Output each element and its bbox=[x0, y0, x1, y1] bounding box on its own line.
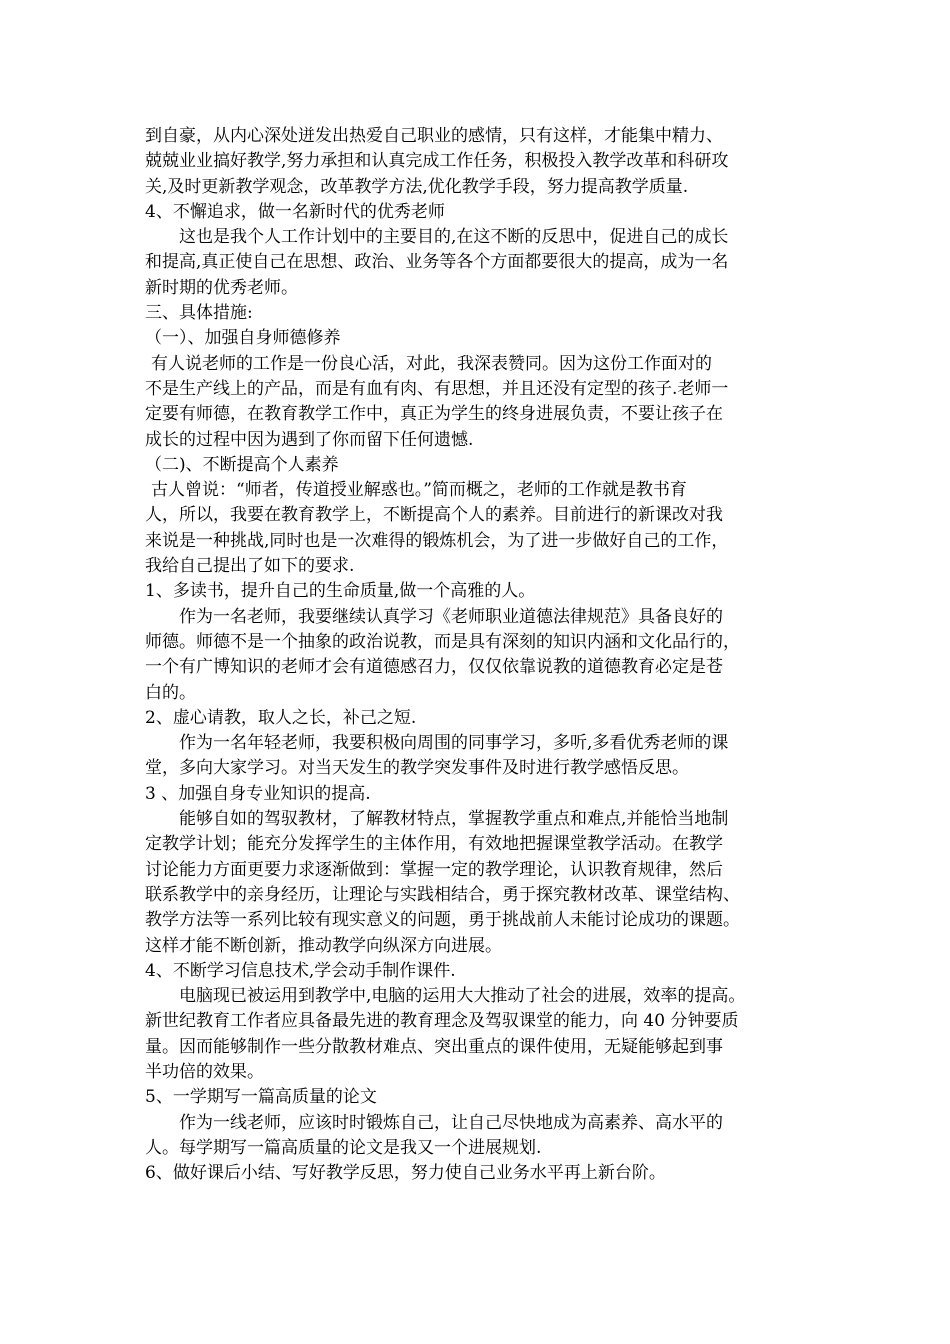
text-line: 古人曾说：“师者，传道授业解惑也。”简而概之，老师的工作就是教书育 bbox=[151, 480, 687, 501]
text-line: 量。因而能够制作一些分散教材难点、突出重点的课件使用，无疑能够起到事 bbox=[145, 1036, 723, 1057]
text-line: 电脑现已被运用到教学中,电脑的运用大大推动了社会的进展，效率的提高。 bbox=[179, 986, 746, 1007]
text-line: 4、不懈追求，做一名新时代的优秀老师 bbox=[145, 201, 445, 222]
text-line: 作为一线老师，应该时时锻炼自己，让自己尽快地成为高素养、高水平的 bbox=[179, 1112, 723, 1133]
text-line: 和提高,真正使自己在思想、政治、业务等各个方面都要很大的提高，成为一名 bbox=[145, 252, 729, 273]
text-line: 作为一名年轻老师，我要积极向周围的同事学习，多听,多看优秀老师的课 bbox=[179, 733, 729, 754]
document-page bbox=[145, 124, 825, 1186]
text-line: 这也是我个人工作计划中的主要目的,在这不断的反思中，促进自己的成长 bbox=[179, 227, 729, 248]
text-line: 4、不断学习信息技术,学会动手制作课件. bbox=[145, 960, 456, 981]
text-line: 1、多读书，提升自己的生命质量,做一个高雅的人。 bbox=[145, 581, 536, 602]
text-line: 有人说老师的工作是一份良心活，对此，我深表赞同。因为这份工作面对的 bbox=[151, 353, 712, 374]
text-line: 半功倍的效果。 bbox=[145, 1061, 264, 1082]
text-line: 兢兢业业搞好教学,努力承担和认真完成工作任务，积极投入教学改革和科研攻 bbox=[145, 151, 729, 172]
text-line: 三、具体措施: bbox=[145, 303, 253, 324]
text-line: 作为一名老师，我要继续认真学习《老师职业道德法律规范》具备良好的 bbox=[179, 606, 723, 627]
text-line: 讨论能力方面更要力求逐渐做到：掌握一定的教学理论，认识教育规律，然后 bbox=[145, 859, 723, 880]
text-line: （一）、加强自身师德修养 bbox=[145, 328, 341, 349]
text-line: 新时期的优秀老师。 bbox=[145, 277, 298, 298]
text-line: 白的。 bbox=[145, 682, 196, 703]
text-line: 3 、加强自身专业知识的提高. bbox=[145, 783, 371, 804]
text-line: 一个有广博知识的老师才会有道德感召力，仅仅依靠说教的道德教育必定是苍 bbox=[145, 657, 723, 678]
text-line: 能够自如的驾驭教材，了解教材特点，掌握教学重点和难点,并能恰当地制 bbox=[179, 809, 729, 830]
text-line: 我给自己提出了如下的要求. bbox=[145, 556, 355, 577]
text-line: 来说是一种挑战,同时也是一次难得的锻炼机会，为了进一步做好自己的工作， bbox=[145, 530, 729, 551]
text-line: 5、一学期写一篇高质量的论文 bbox=[145, 1087, 377, 1108]
text-line: 人。每学期写一篇高质量的论文是我又一个进展规划. bbox=[145, 1137, 542, 1158]
text-line: 定要有师德，在教育教学工作中，真正为学生的终身进展负责，不要让孩子在 bbox=[145, 404, 723, 425]
text-line: 定教学计划；能充分发挥学生的主体作用，有效地把握课堂教学活动。在教学 bbox=[145, 834, 723, 855]
text-line: 联系教学中的亲身经历，让理论与实践相结合，勇于探究教材改革、课堂结构、 bbox=[145, 884, 740, 905]
text-line: 师德。师德不是一个抽象的政治说教，而是具有深刻的知识内涵和文化品行的， bbox=[145, 631, 740, 652]
text-line: 人，所以，我要在教育教学上，不断提高个人的素养。目前进行的新课改对我 bbox=[145, 505, 723, 526]
text-line: 6、做好课后小结、写好教学反思，努力使自己业务水平再上新台阶。 bbox=[145, 1163, 666, 1184]
text-line: 这样才能不断创新，推动教学向纵深方向进展。 bbox=[145, 935, 502, 956]
text-line: 到自豪，从内心深处迸发出热爱自己职业的感情，只有这样，才能集中精力、 bbox=[145, 126, 723, 146]
text-line: 教学方法等一系列比较有现实意义的问题，勇于挑战前人未能讨论成功的课题。 bbox=[145, 910, 740, 931]
text-line: 关,及时更新教学观念，改革教学方法,优化教学手段，努力提高教学质量. bbox=[145, 176, 689, 197]
text-line: 不是生产线上的产品，而是有血有肉、有思想，并且还没有定型的孩子.老师一 bbox=[145, 378, 729, 399]
text-line: （二)、不断提高个人素养 bbox=[145, 454, 339, 475]
text-line: 堂，多向大家学习。对当天发生的教学突发事件及时进行教学感悟反思。 bbox=[145, 758, 689, 779]
text-line: 2、虚心请教，取人之长，补己之短. bbox=[145, 707, 417, 728]
text-line: 新世纪教育工作者应具备最先进的教育理念及驾驭课堂的能力，向 40 分钟要质 bbox=[145, 1011, 739, 1032]
text-line: 成长的过程中因为遇到了你而留下任何遗憾. bbox=[145, 429, 474, 450]
